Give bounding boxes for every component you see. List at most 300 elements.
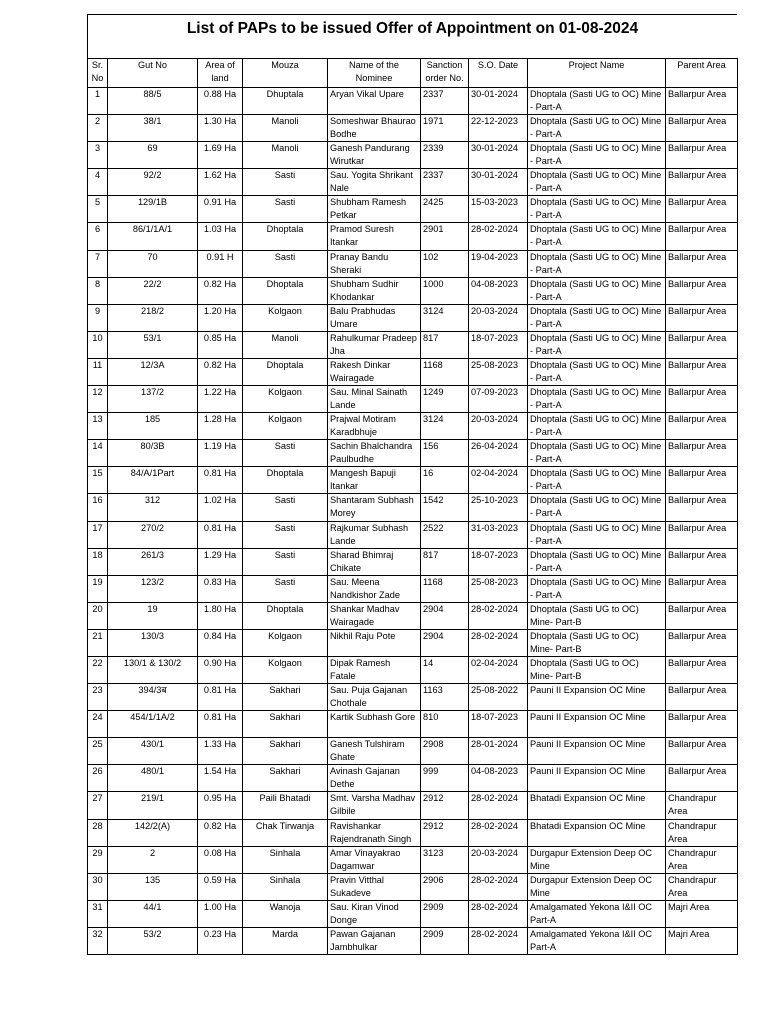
table-row (88, 575, 738, 602)
cell-nominee: Amar Vinayakrao Dagamwar (328, 846, 421, 873)
cell-parent-area: Chandrapur Area (666, 792, 738, 819)
cell-project-name: Dhoptala (Sasti UG to OC) Mine - Part-A (528, 440, 666, 467)
cell-sr-no: 32 (88, 927, 108, 954)
table-row (88, 467, 738, 494)
cell-sr-no: 10 (88, 331, 108, 358)
cell-parent-area: Ballarpur Area (666, 684, 738, 711)
cell-nominee: Balu Prabhudas Umare (328, 304, 421, 331)
cell-mouza: Sinhala (243, 873, 328, 900)
cell-sr-no: 19 (88, 575, 108, 602)
cell-nominee: Dipak Ramesh Fatale (328, 656, 421, 683)
table-row (88, 711, 738, 738)
cell-parent-area: Ballarpur Area (666, 115, 738, 142)
cell-project-name: Dhoptala (Sasti UG to OC) Mine- Part-B (528, 629, 666, 656)
cell-gut-no: 480/1 (108, 765, 198, 792)
cell-area-of-land: 1.69 Ha (198, 142, 243, 169)
cell-project-name: Pauni II Expansion OC Mine (528, 684, 666, 711)
cell-mouza: Kolgaon (243, 386, 328, 413)
cell-sanction-order: 2337 (421, 88, 469, 115)
cell-area-of-land: 0.82 Ha (198, 358, 243, 385)
cell-so-date: 30-01-2024 (469, 169, 528, 196)
cell-so-date: 25-10-2023 (469, 494, 528, 521)
cell-nominee: Pawan Gajanan Jambhulkar (328, 927, 421, 954)
cell-gut-no: 130/3 (108, 629, 198, 656)
cell-parent-area: Majri Area (666, 900, 738, 927)
cell-project-name: Dhoptala (Sasti UG to OC) Mine - Part-A (528, 386, 666, 413)
cell-area-of-land: 0.59 Ha (198, 873, 243, 900)
cell-project-name: Amalgamated Yekona I&II OC Part-A (528, 927, 666, 954)
table-row (88, 548, 738, 575)
cell-mouza: Sasti (243, 494, 328, 521)
table-row (88, 819, 738, 846)
table-row (88, 656, 738, 683)
cell-sanction-order: 1971 (421, 115, 469, 142)
cell-project-name: Dhoptala (Sasti UG to OC) Mine - Part-A (528, 331, 666, 358)
cell-so-date: 02-04-2024 (469, 656, 528, 683)
cell-sanction-order: 2909 (421, 927, 469, 954)
cell-parent-area: Ballarpur Area (666, 142, 738, 169)
cell-sr-no: 23 (88, 684, 108, 711)
cell-gut-no: 142/2(A) (108, 819, 198, 846)
cell-mouza: Sakhari (243, 711, 328, 738)
cell-so-date: 28-01-2024 (469, 738, 528, 765)
cell-sanction-order: 817 (421, 548, 469, 575)
cell-sanction-order: 156 (421, 440, 469, 467)
cell-sanction-order: 2901 (421, 223, 469, 250)
cell-area-of-land: 0.91 H (198, 250, 243, 277)
cell-mouza: Manoli (243, 142, 328, 169)
cell-so-date: 28-02-2024 (469, 629, 528, 656)
cell-parent-area: Ballarpur Area (666, 413, 738, 440)
cell-parent-area: Ballarpur Area (666, 575, 738, 602)
table-row (88, 413, 738, 440)
table-row (88, 927, 738, 954)
cell-parent-area: Ballarpur Area (666, 304, 738, 331)
table-row (88, 386, 738, 413)
cell-parent-area: Ballarpur Area (666, 738, 738, 765)
cell-sr-no: 13 (88, 413, 108, 440)
cell-area-of-land: 1.00 Ha (198, 900, 243, 927)
cell-mouza: Wanoja (243, 900, 328, 927)
cell-sr-no: 28 (88, 819, 108, 846)
cell-nominee: Ganesh Pandurang Wirutkar (328, 142, 421, 169)
cell-parent-area: Ballarpur Area (666, 602, 738, 629)
cell-so-date: 22-12-2023 (469, 115, 528, 142)
cell-parent-area: Ballarpur Area (666, 548, 738, 575)
cell-gut-no: 84/A/1Part (108, 467, 198, 494)
cell-nominee: Pramod Suresh Itankar (328, 223, 421, 250)
cell-project-name: Amalgamated Yekona I&II OC Part-A (528, 900, 666, 927)
cell-nominee: Rahulkumar Pradeep Jha (328, 331, 421, 358)
table-row (88, 88, 738, 115)
cell-gut-no: 312 (108, 494, 198, 521)
cell-so-date: 25-08-2022 (469, 684, 528, 711)
cell-mouza: Dhoptala (243, 358, 328, 385)
cell-sr-no: 2 (88, 115, 108, 142)
cell-mouza: Dhoptala (243, 602, 328, 629)
cell-nominee: Shankar Madhav Wairagade (328, 602, 421, 629)
cell-parent-area: Chandrapur Area (666, 819, 738, 846)
cell-project-name: Dhoptala (Sasti UG to OC) Mine - Part-A (528, 169, 666, 196)
table-row (88, 358, 738, 385)
cell-area-of-land: 1.02 Ha (198, 494, 243, 521)
cell-gut-no: 2 (108, 846, 198, 873)
cell-mouza: Sakhari (243, 684, 328, 711)
cell-so-date: 07-09-2023 (469, 386, 528, 413)
cell-area-of-land: 0.23 Ha (198, 927, 243, 954)
table-row (88, 223, 738, 250)
paps-table (87, 58, 738, 955)
table-row (88, 765, 738, 792)
cell-mouza: Sinhala (243, 846, 328, 873)
cell-nominee: Sachin Bhalchandra Paulbudhe (328, 440, 421, 467)
cell-area-of-land: 1.03 Ha (198, 223, 243, 250)
cell-project-name: Dhoptala (Sasti UG to OC) Mine- Part-B (528, 656, 666, 683)
cell-project-name: Dhoptala (Sasti UG to OC) Mine - Part-A (528, 413, 666, 440)
cell-sanction-order: 2425 (421, 196, 469, 223)
cell-sanction-order: 3123 (421, 846, 469, 873)
cell-mouza: Sasti (243, 521, 328, 548)
cell-nominee: Pravin Vitthal Sukadeve (328, 873, 421, 900)
cell-area-of-land: 1.28 Ha (198, 413, 243, 440)
cell-gut-no: 261/3 (108, 548, 198, 575)
cell-area-of-land: 1.19 Ha (198, 440, 243, 467)
cell-project-name: Dhoptala (Sasti UG to OC) Mine - Part-A (528, 196, 666, 223)
cell-sanction-order: 999 (421, 765, 469, 792)
cell-area-of-land: 1.54 Ha (198, 765, 243, 792)
cell-area-of-land: 0.08 Ha (198, 846, 243, 873)
cell-parent-area: Ballarpur Area (666, 440, 738, 467)
cell-mouza: Dhuptala (243, 88, 328, 115)
cell-area-of-land: 0.85 Ha (198, 331, 243, 358)
cell-sanction-order: 2904 (421, 602, 469, 629)
cell-sanction-order: 1168 (421, 358, 469, 385)
cell-sanction-order: 102 (421, 250, 469, 277)
cell-area-of-land: 0.81 Ha (198, 684, 243, 711)
header-parent-area: Parent Area (666, 59, 738, 88)
table-row (88, 846, 738, 873)
cell-sanction-order: 2522 (421, 521, 469, 548)
cell-nominee: Nikhil Raju Pote (328, 629, 421, 656)
cell-sr-no: 5 (88, 196, 108, 223)
cell-parent-area: Ballarpur Area (666, 250, 738, 277)
cell-mouza: Marda (243, 927, 328, 954)
cell-project-name: Dhoptala (Sasti UG to OC) Mine - Part-A (528, 548, 666, 575)
cell-nominee: Smt. Varsha Madhav Gilbile (328, 792, 421, 819)
cell-sr-no: 18 (88, 548, 108, 575)
cell-area-of-land: 1.29 Ha (198, 548, 243, 575)
header-gut-no: Gut No (108, 59, 198, 88)
cell-sr-no: 4 (88, 169, 108, 196)
cell-nominee: Pranay Bandu Sheraki (328, 250, 421, 277)
header-project-name: Project Name (528, 59, 666, 88)
cell-parent-area: Ballarpur Area (666, 765, 738, 792)
cell-nominee: Mangesh Bapuji Itankar (328, 467, 421, 494)
cell-gut-no: 22/2 (108, 277, 198, 304)
cell-nominee: Someshwar Bhaurao Bodhe (328, 115, 421, 142)
cell-nominee: Sau. Meena Nandkishor Zade (328, 575, 421, 602)
cell-parent-area: Ballarpur Area (666, 88, 738, 115)
cell-area-of-land: 0.95 Ha (198, 792, 243, 819)
table-row (88, 738, 738, 765)
cell-project-name: Dhoptala (Sasti UG to OC) Mine - Part-A (528, 115, 666, 142)
cell-gut-no: 454/1/1A/2 (108, 711, 198, 738)
cell-area-of-land: 0.84 Ha (198, 629, 243, 656)
cell-project-name: Bhatadi Expansion OC Mine (528, 792, 666, 819)
cell-area-of-land: 1.33 Ha (198, 738, 243, 765)
cell-so-date: 30-01-2024 (469, 88, 528, 115)
table-row (88, 169, 738, 196)
cell-mouza: Sakhari (243, 738, 328, 765)
cell-gut-no: 69 (108, 142, 198, 169)
cell-nominee: Shubham Ramesh Petkar (328, 196, 421, 223)
cell-nominee: Avinash Gajanan Dethe (328, 765, 421, 792)
cell-gut-no: 218/2 (108, 304, 198, 331)
cell-so-date: 26-04-2024 (469, 440, 528, 467)
cell-so-date: 19-04-2023 (469, 250, 528, 277)
cell-so-date: 30-01-2024 (469, 142, 528, 169)
cell-parent-area: Ballarpur Area (666, 223, 738, 250)
cell-project-name: Durgapur Extension Deep OC Mine (528, 873, 666, 900)
cell-mouza: Chak Tirwanja (243, 819, 328, 846)
cell-mouza: Manoli (243, 115, 328, 142)
cell-sanction-order: 2909 (421, 900, 469, 927)
cell-area-of-land: 0.81 Ha (198, 467, 243, 494)
cell-sr-no: 6 (88, 223, 108, 250)
cell-nominee: Rakesh Dinkar Wairagade (328, 358, 421, 385)
cell-parent-area: Ballarpur Area (666, 386, 738, 413)
cell-project-name: Dhoptala (Sasti UG to OC) Mine - Part-A (528, 521, 666, 548)
cell-sr-no: 25 (88, 738, 108, 765)
cell-sanction-order: 810 (421, 711, 469, 738)
cell-so-date: 28-02-2024 (469, 927, 528, 954)
cell-so-date: 04-08-2023 (469, 765, 528, 792)
table-row (88, 602, 738, 629)
cell-so-date: 18-07-2023 (469, 711, 528, 738)
cell-sanction-order: 2906 (421, 873, 469, 900)
cell-mouza: Sasti (243, 196, 328, 223)
cell-gut-no: 130/1 & 130/2 (108, 656, 198, 683)
cell-gut-no: 80/3B (108, 440, 198, 467)
table-row (88, 142, 738, 169)
cell-nominee: Aryan Vikal Upare (328, 88, 421, 115)
cell-sr-no: 8 (88, 277, 108, 304)
cell-project-name: Dhoptala (Sasti UG to OC) Mine - Part-A (528, 494, 666, 521)
cell-mouza: Kolgaon (243, 304, 328, 331)
cell-sr-no: 15 (88, 467, 108, 494)
cell-parent-area: Ballarpur Area (666, 521, 738, 548)
cell-parent-area: Ballarpur Area (666, 169, 738, 196)
cell-project-name: Dhoptala (Sasti UG to OC) Mine - Part-A (528, 223, 666, 250)
table-row (88, 684, 738, 711)
cell-gut-no: 53/1 (108, 331, 198, 358)
cell-sanction-order: 1249 (421, 386, 469, 413)
cell-gut-no: 86/1/1A/1 (108, 223, 198, 250)
cell-project-name: Durgapur Extension Deep OC Mine (528, 846, 666, 873)
cell-so-date: 18-07-2023 (469, 331, 528, 358)
cell-mouza: Sasti (243, 440, 328, 467)
cell-sr-no: 1 (88, 88, 108, 115)
cell-mouza: Sasti (243, 250, 328, 277)
document-sheet (87, 14, 737, 955)
cell-sr-no: 14 (88, 440, 108, 467)
cell-gut-no: 19 (108, 602, 198, 629)
table-row (88, 521, 738, 548)
cell-area-of-land: 0.88 Ha (198, 88, 243, 115)
cell-area-of-land: 1.22 Ha (198, 386, 243, 413)
table-row (88, 277, 738, 304)
cell-mouza: Manoli (243, 331, 328, 358)
cell-parent-area: Ballarpur Area (666, 494, 738, 521)
cell-area-of-land: 0.90 Ha (198, 656, 243, 683)
cell-area-of-land: 0.91 Ha (198, 196, 243, 223)
header-row (88, 59, 738, 88)
cell-parent-area: Ballarpur Area (666, 629, 738, 656)
cell-sr-no: 3 (88, 142, 108, 169)
table-row (88, 792, 738, 819)
cell-area-of-land: 1.30 Ha (198, 115, 243, 142)
cell-so-date: 25-08-2023 (469, 575, 528, 602)
cell-project-name: Dhoptala (Sasti UG to OC) Mine - Part-A (528, 467, 666, 494)
header-area-of-land: Area of land (198, 59, 243, 88)
cell-so-date: 31-03-2023 (469, 521, 528, 548)
header-sr-no: Sr. No (88, 59, 108, 88)
cell-mouza: Paili Bhatadi (243, 792, 328, 819)
cell-so-date: 02-04-2024 (469, 467, 528, 494)
cell-so-date: 18-07-2023 (469, 548, 528, 575)
cell-mouza: Dhoptala (243, 277, 328, 304)
table-row (88, 331, 738, 358)
cell-sr-no: 20 (88, 602, 108, 629)
cell-project-name: Dhoptala (Sasti UG to OC) Mine - Part-A (528, 250, 666, 277)
title-box (87, 14, 737, 58)
cell-so-date: 20-03-2024 (469, 304, 528, 331)
cell-gut-no: 53/2 (108, 927, 198, 954)
cell-parent-area: Ballarpur Area (666, 358, 738, 385)
cell-mouza: Kolgaon (243, 413, 328, 440)
cell-so-date: 28-02-2024 (469, 223, 528, 250)
cell-gut-no: 430/1 (108, 738, 198, 765)
table-row (88, 629, 738, 656)
cell-nominee: Sau. Yogita Shrikant Nale (328, 169, 421, 196)
cell-parent-area: Ballarpur Area (666, 467, 738, 494)
header-sanction-order: Sanction order No. (421, 59, 469, 88)
cell-project-name: Dhoptala (Sasti UG to OC) Mine - Part-A (528, 277, 666, 304)
cell-so-date: 28-02-2024 (469, 873, 528, 900)
cell-project-name: Dhoptala (Sasti UG to OC) Mine - Part-A (528, 304, 666, 331)
table-row (88, 196, 738, 223)
cell-mouza: Sasti (243, 575, 328, 602)
table-row (88, 440, 738, 467)
cell-mouza: Sakhari (243, 765, 328, 792)
cell-gut-no: 129/1B (108, 196, 198, 223)
cell-sanction-order: 2904 (421, 629, 469, 656)
cell-so-date: 20-03-2024 (469, 413, 528, 440)
cell-sr-no: 22 (88, 656, 108, 683)
cell-sanction-order: 2912 (421, 792, 469, 819)
cell-mouza: Kolgaon (243, 656, 328, 683)
cell-sanction-order: 16 (421, 467, 469, 494)
cell-nominee: Shubham Sudhir Khodankar (328, 277, 421, 304)
cell-sanction-order: 1542 (421, 494, 469, 521)
cell-nominee: Rajkumar Subhash Lande (328, 521, 421, 548)
cell-sanction-order: 2337 (421, 169, 469, 196)
cell-area-of-land: 1.80 Ha (198, 602, 243, 629)
header-nominee: Name of the Nominee (328, 59, 421, 88)
cell-gut-no: 219/1 (108, 792, 198, 819)
cell-mouza: Sasti (243, 169, 328, 196)
cell-sanction-order: 2912 (421, 819, 469, 846)
cell-mouza: Dhoptala (243, 467, 328, 494)
cell-sanction-order: 3124 (421, 304, 469, 331)
cell-sr-no: 11 (88, 358, 108, 385)
cell-project-name: Dhoptala (Sasti UG to OC) Mine - Part-A (528, 88, 666, 115)
cell-nominee: Ravishankar Rajendranath Singh (328, 819, 421, 846)
header-so-date: S.O. Date (469, 59, 528, 88)
cell-gut-no: 185 (108, 413, 198, 440)
cell-parent-area: Chandrapur Area (666, 873, 738, 900)
cell-parent-area: Ballarpur Area (666, 711, 738, 738)
cell-sanction-order: 2908 (421, 738, 469, 765)
cell-nominee: Sau. Kiran Vinod Donge (328, 900, 421, 927)
cell-sr-no: 21 (88, 629, 108, 656)
cell-area-of-land: 0.82 Ha (198, 277, 243, 304)
cell-project-name: Pauni II Expansion OC Mine (528, 711, 666, 738)
cell-nominee: Ganesh Tulshiram Ghate (328, 738, 421, 765)
cell-sanction-order: 1163 (421, 684, 469, 711)
cell-nominee: Sau. Puja Gajanan Chothale (328, 684, 421, 711)
table-row (88, 900, 738, 927)
cell-sr-no: 30 (88, 873, 108, 900)
cell-nominee: Sau. Minal Sainath Lande (328, 386, 421, 413)
cell-sr-no: 12 (88, 386, 108, 413)
cell-sanction-order: 2339 (421, 142, 469, 169)
cell-area-of-land: 1.20 Ha (198, 304, 243, 331)
cell-nominee: Kartik Subhash Gore (328, 711, 421, 738)
cell-gut-no: 88/5 (108, 88, 198, 115)
cell-sanction-order: 3124 (421, 413, 469, 440)
cell-gut-no: 270/2 (108, 521, 198, 548)
cell-sr-no: 29 (88, 846, 108, 873)
cell-sr-no: 27 (88, 792, 108, 819)
cell-so-date: 28-02-2024 (469, 602, 528, 629)
cell-project-name: Dhoptala (Sasti UG to OC) Mine - Part-A (528, 142, 666, 169)
cell-so-date: 04-08-2023 (469, 277, 528, 304)
cell-area-of-land: 0.82 Ha (198, 819, 243, 846)
cell-parent-area: Ballarpur Area (666, 656, 738, 683)
cell-sr-no: 17 (88, 521, 108, 548)
cell-so-date: 15-03-2023 (469, 196, 528, 223)
cell-gut-no: 12/3A (108, 358, 198, 385)
table-body (88, 88, 738, 955)
cell-parent-area: Ballarpur Area (666, 196, 738, 223)
cell-so-date: 20-03-2024 (469, 846, 528, 873)
cell-so-date: 28-02-2024 (469, 900, 528, 927)
cell-mouza: Sasti (243, 548, 328, 575)
cell-sr-no: 31 (88, 900, 108, 927)
cell-gut-no: 123/2 (108, 575, 198, 602)
table-row (88, 494, 738, 521)
cell-gut-no: 394/3ब (108, 684, 198, 711)
document-title: List of PAPs to be issued Offer of Appointment on 01-08-2024 (186, 20, 639, 37)
table-row (88, 873, 738, 900)
cell-mouza: Kolgaon (243, 629, 328, 656)
cell-mouza: Dhoptala (243, 223, 328, 250)
cell-so-date: 28-02-2024 (469, 792, 528, 819)
cell-gut-no: 137/2 (108, 386, 198, 413)
cell-gut-no: 92/2 (108, 169, 198, 196)
cell-nominee: Shantaram Subhash Morey (328, 494, 421, 521)
